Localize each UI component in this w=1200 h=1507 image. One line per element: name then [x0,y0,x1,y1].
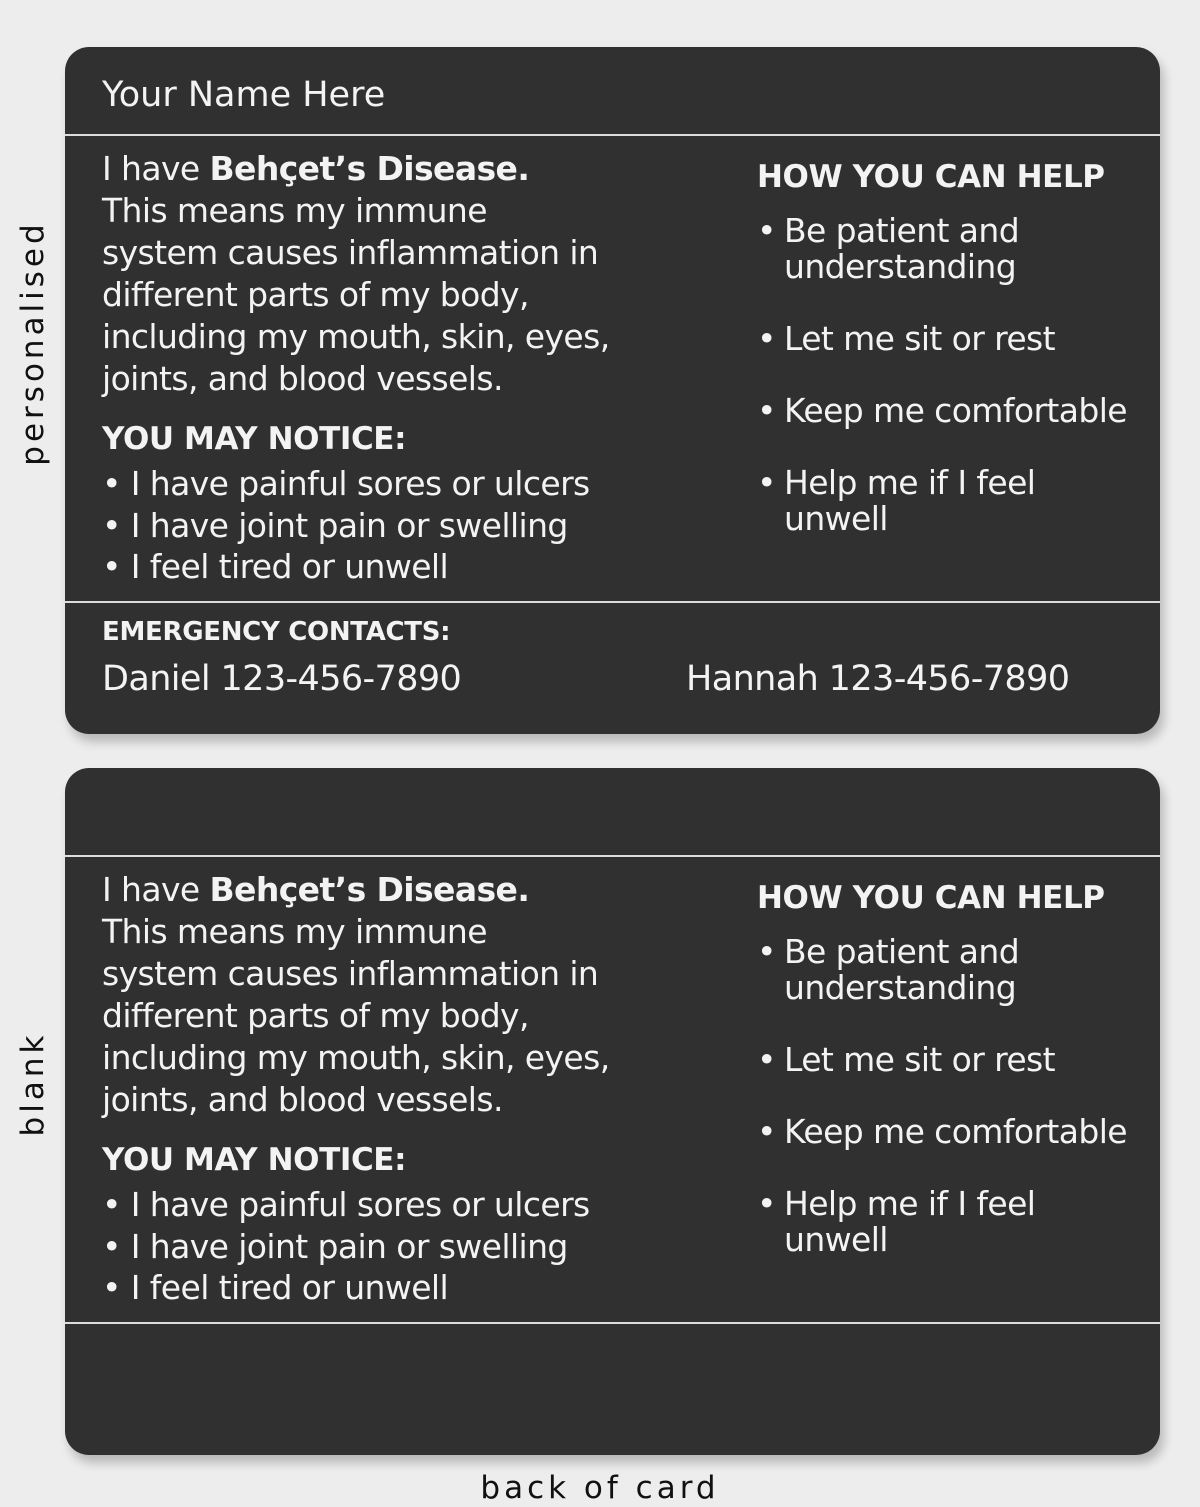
notice-heading: YOU MAY NOTICE: [102,1142,407,1178]
intro-line: including my mouth, skin, eyes, [102,317,610,356]
help-item: • Help me if I feel unwell [757,465,1137,537]
intro-prefix: I have [102,870,210,909]
intro-line: joints, and blood vessels. [102,1080,503,1119]
help-item: • Help me if I feel unwell [757,1186,1137,1258]
intro-line: This means my immune [102,912,487,951]
card-name-area [65,47,1160,135]
notice-list [102,1184,682,1309]
help-item: • Be patient and understanding [757,213,1137,285]
intro-prefix: I have [102,149,210,188]
cardholder-name: Your Name Here [102,75,386,115]
intro-line: system causes inflammation in [102,233,599,272]
emergency-contact-2: Hannah 123-456-7890 [686,659,1070,699]
help-heading: HOW YOU CAN HELP [757,880,1105,916]
condition-name: Behçet’s Disease. [209,149,530,188]
personalised-card [65,47,1160,734]
help-item: • Let me sit or rest [757,321,1137,357]
condition-description [102,148,672,400]
notice-item: • I have painful sores or ulcers [102,464,590,503]
intro-line: different parts of my body, [102,275,529,314]
help-item: • Be patient and understanding [757,934,1137,1006]
help-heading: HOW YOU CAN HELP [757,159,1105,195]
divider-top [65,855,1160,857]
emergency-contact-1: Daniel 123-456-7890 [102,659,462,699]
personalised-label: personalised [15,220,51,466]
card-name-area [65,768,1160,856]
intro-line: system causes inflammation in [102,954,599,993]
help-item: • Let me sit or rest [757,1042,1137,1078]
help-item: • Keep me comfortable [757,1114,1137,1150]
divider-bottom [65,1322,1160,1324]
notice-item: • I have joint pain or swelling [102,1226,568,1266]
notice-heading: YOU MAY NOTICE: [102,421,407,457]
divider-bottom [65,601,1160,603]
intro-line: This means my immune [102,191,487,230]
help-item: • Keep me comfortable [757,393,1137,429]
condition-name: Behçet’s Disease. [209,870,530,909]
notice-list [102,463,682,588]
notice-item: • I feel tired or unwell [102,1268,449,1307]
notice-item: • I feel tired or unwell [102,547,449,586]
intro-line: joints, and blood vessels. [102,359,503,398]
emergency-heading: EMERGENCY CONTACTS: [102,617,451,647]
intro-line: different parts of my body, [102,996,529,1035]
blank-label: blank [15,1031,51,1137]
notice-item: • I have joint pain or swelling [102,505,568,545]
help-list [757,213,1137,537]
intro-line: including my mouth, skin, eyes, [102,1038,610,1077]
help-list [757,934,1137,1258]
back-of-card-label: back of card [480,1470,720,1506]
condition-description [102,869,672,1121]
blank-card [65,768,1160,1455]
divider-top [65,134,1160,136]
notice-item: • I have painful sores or ulcers [102,1185,590,1224]
